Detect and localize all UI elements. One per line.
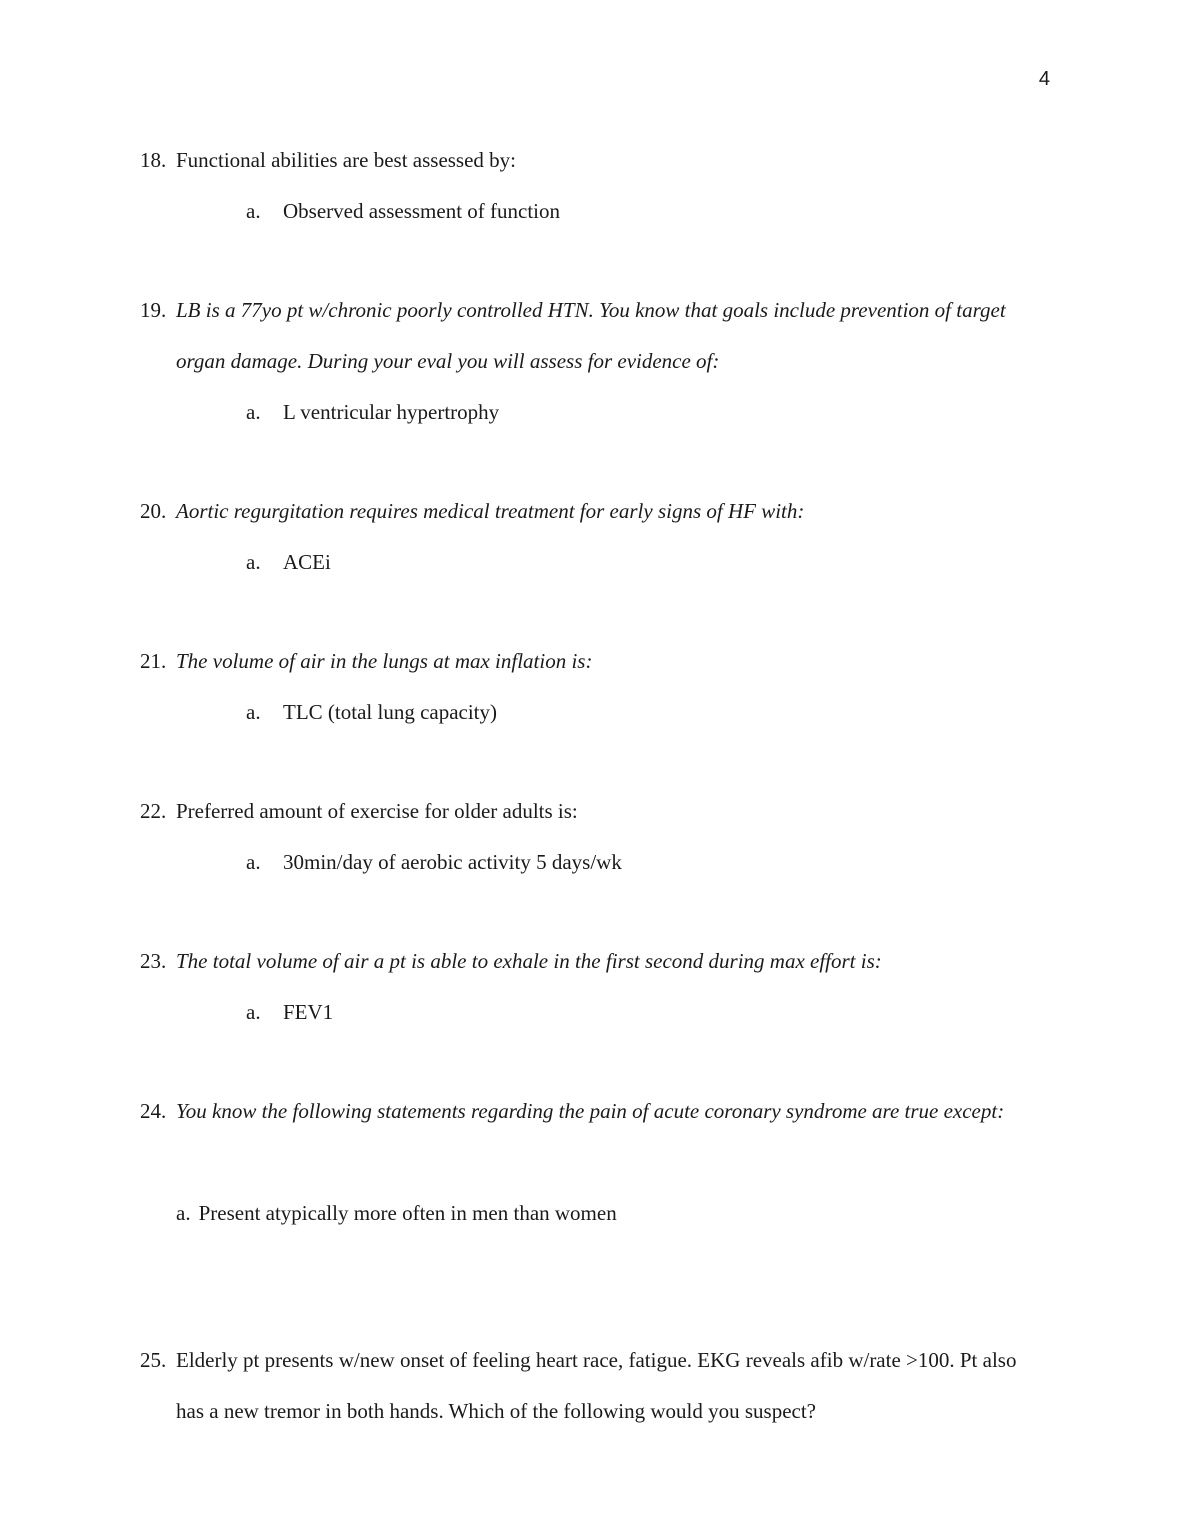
question-22 <box>140 786 1035 888</box>
answer-row <box>246 537 1035 588</box>
answer-text: Present atypically more often in men than women <box>198 1201 617 1225</box>
question-23 <box>140 936 1035 1038</box>
question-18 <box>140 135 1035 237</box>
answer-text: ACEi <box>283 550 331 574</box>
question-text: Preferred amount of exercise for older adults is: <box>176 799 578 823</box>
question-number: 23. <box>140 949 167 973</box>
question-row <box>140 135 1035 186</box>
answer-label: a. <box>246 700 261 724</box>
question-row <box>140 936 1035 987</box>
question-row <box>140 1335 1035 1437</box>
answer-row <box>246 987 1035 1038</box>
answer-label: a. <box>246 850 261 874</box>
question-25 <box>140 1335 1035 1437</box>
answer-label: a. <box>246 199 261 223</box>
question-number: 20. <box>140 499 167 523</box>
question-text: Aortic regurgitation requires medical treatment for early signs of HF with: <box>176 499 805 523</box>
answer-label: a. <box>246 550 261 574</box>
question-20 <box>140 486 1035 588</box>
question-text: The total volume of air a pt is able to exhale in the first second during max effort is: <box>176 949 882 973</box>
question-row <box>140 285 1035 387</box>
answer-row <box>246 687 1035 738</box>
answer-text: FEV1 <box>283 1000 334 1024</box>
question-text: The volume of air in the lungs at max inflation is: <box>176 649 593 673</box>
answer-row <box>176 1188 1035 1239</box>
answer-label: a. <box>246 400 261 424</box>
page-number: 4 <box>1038 68 1050 90</box>
question-21 <box>140 636 1035 738</box>
question-24 <box>140 1086 1035 1239</box>
answer-row <box>246 837 1035 888</box>
question-number: 18. <box>140 148 167 172</box>
question-text: You know the following statements regarding the pain of acute coronary syndrome are true except: <box>176 1099 1005 1123</box>
answer-text: 30min/day of aerobic activity 5 days/wk <box>283 850 622 874</box>
question-text: Elderly pt presents w/new onset of feeling heart race, fatigue. EKG reveals afib w/rate >100. Pt also has a new tremor in both hands. Which of the following would you suspect? <box>176 1348 1017 1423</box>
answer-row <box>246 387 1035 438</box>
question-number: 24. <box>140 1099 167 1123</box>
answer-text: L ventricular hypertrophy <box>283 400 500 424</box>
answer-row <box>246 186 1035 237</box>
question-number: 21. <box>140 649 167 673</box>
answer-label: a. <box>246 1000 261 1024</box>
question-text: Functional abilities are best assessed by: <box>176 148 517 172</box>
question-number: 22. <box>140 799 167 823</box>
question-19 <box>140 285 1035 438</box>
question-number: 25. <box>140 1348 167 1372</box>
question-row <box>140 1086 1035 1137</box>
answer-text: Observed assessment of function <box>283 199 561 223</box>
question-row <box>140 786 1035 837</box>
question-number: 19. <box>140 298 167 322</box>
question-text: LB is a 77yo pt w/chronic poorly controlled HTN. You know that goals include prevention of target organ damage. During your eval you will assess for evidence of: <box>176 298 1006 373</box>
answer-label: a. <box>176 1201 191 1225</box>
answer-text: TLC (total lung capacity) <box>283 700 498 724</box>
question-row <box>140 636 1035 687</box>
question-row <box>140 486 1035 537</box>
